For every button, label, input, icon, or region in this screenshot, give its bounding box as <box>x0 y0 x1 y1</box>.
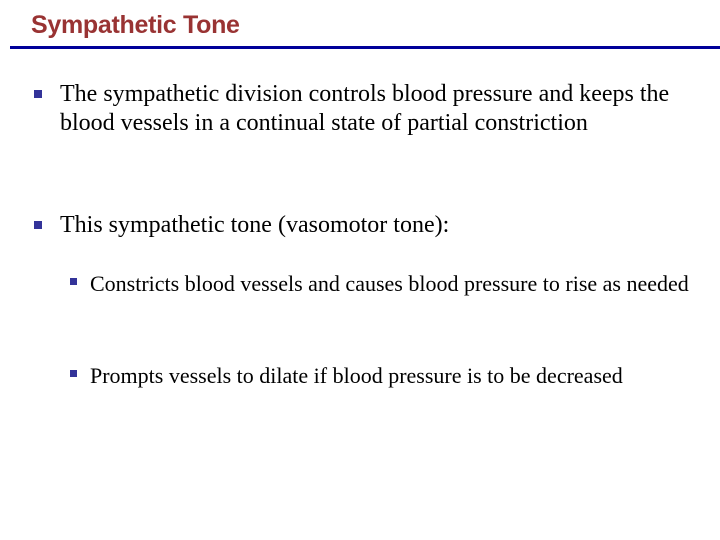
bullet-text: Prompts vessels to dilate if blood pressure is to be decreased <box>90 363 623 388</box>
square-bullet-icon <box>70 278 77 285</box>
bullet-text: Constricts blood vessels and causes blood pressure to rise as needed <box>90 271 689 296</box>
bullet-text: This sympathetic tone (vasomotor tone): <box>60 212 450 238</box>
bullet-item <box>60 80 700 138</box>
title-underline-divider <box>10 46 720 49</box>
square-bullet-icon <box>34 221 42 229</box>
slide-title: Sympathetic Tone <box>31 11 240 39</box>
bullet-item <box>60 211 700 240</box>
sub-bullet-item <box>90 269 700 299</box>
square-bullet-icon <box>70 370 77 377</box>
sub-bullet-item <box>90 361 700 391</box>
bullet-text: The sympathetic division controls blood pressure and keeps the blood vessels in a continual state of partial constriction <box>60 81 670 136</box>
square-bullet-icon <box>34 90 42 98</box>
